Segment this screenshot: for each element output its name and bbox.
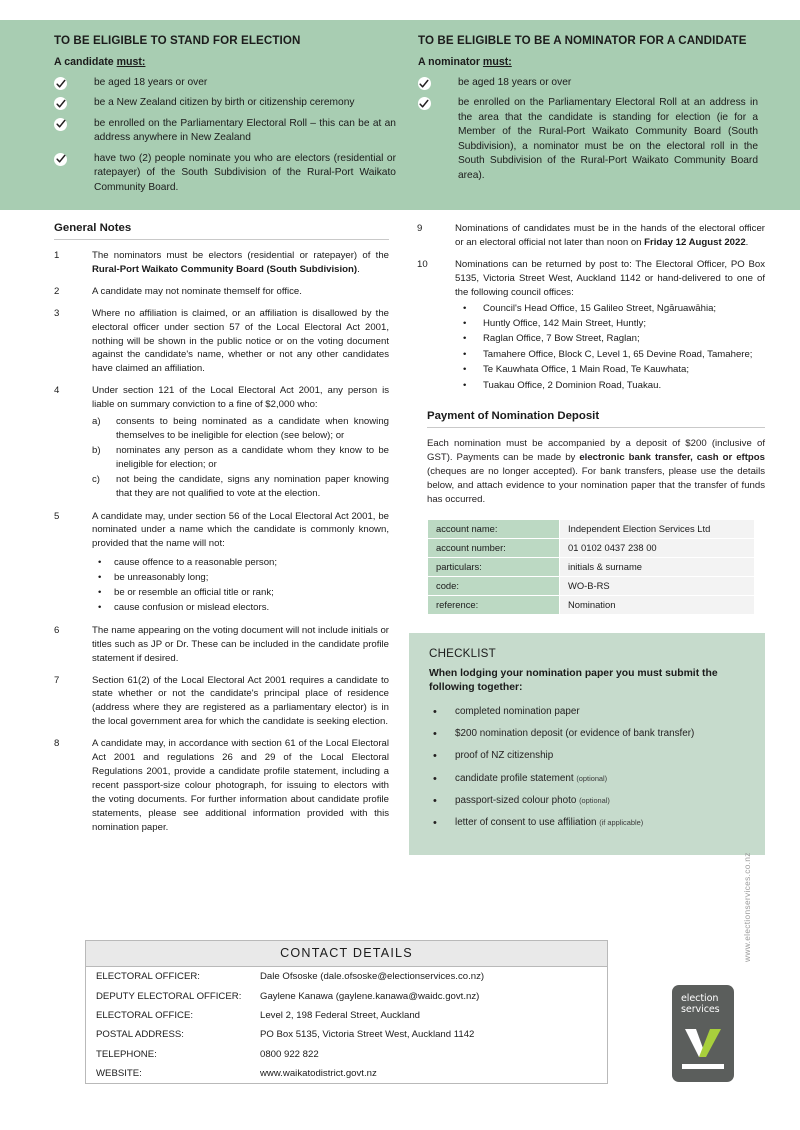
contact-label: TELEPHONE: <box>96 1048 157 1060</box>
list-item <box>455 332 765 346</box>
note-text-lead: Nominations can be returned by post to: The Electoral Officer, PO Box 5135, Victoria Street West, Auckland 1142 or hand-delivered to one of the following council offices: <box>455 258 765 298</box>
table-row <box>428 595 755 614</box>
bullet-icon: • <box>98 572 102 584</box>
bank-field-label: particulars: <box>428 557 560 576</box>
bullet-icon: • <box>98 601 102 613</box>
payment-section <box>417 410 765 615</box>
note-2 <box>54 285 389 299</box>
vertical-website-url: www.electionservices.co.nz <box>742 852 752 962</box>
list-item <box>455 379 765 393</box>
list-item-text: be aged 18 years or over <box>457 77 572 88</box>
note-5 <box>54 510 389 616</box>
payment-text-c: (cheques are no longer accepted). For bank transfers, please use the details below, and attach evidence to your nomination paper that the transfer of funds has occurred. <box>427 465 765 505</box>
note-number: 8 <box>54 738 60 750</box>
contact-value: Gaylene Kanawa (gaylene.kanawa@waidc.govt.nz) <box>260 990 480 1002</box>
checklist-item-text <box>455 728 747 741</box>
note-number: 6 <box>54 624 60 636</box>
list-item <box>418 96 758 183</box>
nominator-subtitle-must: must: <box>482 56 512 68</box>
bullet-icon: • <box>433 750 437 763</box>
checklist-item-text <box>455 706 747 719</box>
bullet-icon: • <box>463 364 467 376</box>
payment-paragraph <box>417 437 765 507</box>
bank-field-label: account number: <box>428 538 560 557</box>
payment-methods-bold: electronic bank transfer, cash or eftpos <box>579 451 765 463</box>
note-6 <box>54 624 389 666</box>
contact-label: DEPUTY ELECTORAL OFFICER: <box>96 990 242 1002</box>
bank-field-value: Independent Election Services Ltd <box>560 519 755 538</box>
eligibility-band <box>0 20 800 210</box>
checklist-box <box>409 633 765 856</box>
note-8 <box>54 737 389 834</box>
candidate-eligibility-column <box>54 34 396 210</box>
checklist-item-text <box>455 773 747 786</box>
table-row <box>86 1006 607 1025</box>
check-icon <box>54 77 67 90</box>
deadline-date: Friday 12 August 2022 <box>644 236 746 248</box>
note-text-a: The nominators must be electors (residential or ratepayer) of the <box>92 250 389 261</box>
list-item <box>54 96 396 110</box>
list-item <box>429 773 747 786</box>
bank-field-label: code: <box>428 576 560 595</box>
check-icon <box>54 97 67 110</box>
section-divider <box>427 427 765 428</box>
checklist-item-label: completed nomination paper <box>455 706 580 718</box>
list-item <box>54 152 396 195</box>
note-1 <box>54 249 389 277</box>
sub-text: cause offence to a reasonable person; <box>114 557 278 569</box>
table-row <box>86 967 607 986</box>
checklist-item-text <box>455 795 747 808</box>
contact-label: ELECTORAL OFFICE: <box>96 1009 194 1021</box>
table-row <box>86 1025 607 1044</box>
checklist-item-label: letter of consent to use affiliation <box>455 816 600 828</box>
sub-text: cause confusion or mislead electors. <box>114 601 270 613</box>
note-text <box>92 249 389 277</box>
contact-details-heading: CONTACT DETAILS <box>86 941 607 967</box>
table-row <box>86 986 607 1005</box>
list-item <box>455 363 765 377</box>
checklist-item-text <box>455 750 747 763</box>
logo-line-1: election <box>681 993 719 1004</box>
note-number: 5 <box>54 510 60 522</box>
list-item <box>92 556 389 570</box>
check-icon <box>418 97 431 110</box>
note-text-a: Nominations of candidates must be in the hands of the electoral officer or an electoral official not later than noon on <box>455 223 765 248</box>
candidate-eligibility-list <box>54 76 396 195</box>
nominator-eligibility-list <box>418 76 758 183</box>
sub-marker: c) <box>92 473 100 485</box>
sub-text: be or resemble an official title or rank; <box>114 587 274 599</box>
list-item <box>92 571 389 585</box>
table-row <box>86 1045 607 1064</box>
candidate-eligibility-title: TO BE ELIGIBLE TO STAND FOR ELECTION <box>54 34 301 47</box>
contact-label: WEBSITE: <box>96 1068 142 1080</box>
note-number: 1 <box>54 250 60 261</box>
note-text: A candidate may, in accordance with section 61 of the Local Electoral Act 2001 and regulations 26 and 29 of the Local Electoral Regulations 2001, provide a candidate profile statement, including a recent passport-size colour photograph, for issuing to electors with the voting documents. For further information about candidate profile statements, please see additional information provided with this nomination paper. <box>92 738 389 833</box>
list-item <box>429 706 747 719</box>
logo-line-2: services <box>681 1003 720 1015</box>
nominator-subtitle-prefix: A nominator <box>417 56 483 68</box>
office-address: Tamahere Office, Block C, Level 1, 65 Devine Road, Tamahere; <box>483 348 753 360</box>
candidate-subtitle-must: must: <box>116 56 146 68</box>
checklist-item-text <box>455 817 747 830</box>
note-text <box>92 384 389 501</box>
bank-field-label: reference: <box>428 595 560 614</box>
note-number: 2 <box>54 285 60 297</box>
election-services-logo <box>672 985 734 1082</box>
bullet-icon: • <box>98 557 102 569</box>
list-item <box>455 302 765 316</box>
checklist-item-label: passport-sized colour photo <box>455 794 580 806</box>
note-number: 9 <box>417 223 423 234</box>
nominator-eligibility-subtitle <box>418 56 758 68</box>
payment-text-a: Each nomination must be accompanied by a deposit of $200 (inclusive of GST). Payments can be made by <box>427 437 765 463</box>
bullet-icon: • <box>433 794 437 807</box>
council-office-list <box>455 302 765 393</box>
sub-text: nominates any person as a candidate whom they know to be ineligible for election; or <box>116 444 389 470</box>
office-address: Raglan Office, 7 Bow Street, Raglan; <box>483 333 640 345</box>
contact-value: 0800 922 822 <box>260 1048 319 1060</box>
note-text <box>92 510 389 616</box>
checklist-item-note: (if applicable) <box>599 817 644 827</box>
note-text-lead: Under section 121 of the Local Electoral Act 2001, any person is liable on summary conviction to a fine of $2,000 who: <box>92 385 389 411</box>
note-text-c: . <box>745 236 749 248</box>
office-address: Huntly Office, 142 Main Street, Huntly; <box>483 317 646 329</box>
list-item <box>92 586 389 600</box>
list-item <box>92 444 389 472</box>
table-row <box>86 1064 607 1083</box>
note-7 <box>54 674 389 730</box>
note-text: Section 61(2) of the Local Electoral Act 2001 requires a candidate to state whether or not the candidate's principal place of residence (address where they are registered as a parliamentary elector) is in the local government area for which the candidate is seeking election. <box>92 674 389 728</box>
note-text-bold: Rural-Port Waikato Community Board (South Subdivision) <box>92 263 358 275</box>
bullet-icon: • <box>463 348 467 360</box>
note-text: The name appearing on the voting document will not include initials or titles such as JP or Dr. These can be included in the candidate profile statement if desired. <box>92 624 389 664</box>
note-text-lead: A candidate may, under section 56 of the Local Electoral Act 2001, be nominated under a name which the candidate is commonly known, provided that the name will not: <box>92 510 389 550</box>
general-notes-column <box>54 222 389 855</box>
note-5-bullets <box>92 556 389 615</box>
checklist-item-note: (optional) <box>579 795 610 805</box>
table-row <box>428 557 755 576</box>
office-address: Council's Head Office, 15 Galileo Street, Ngāruawāhia; <box>483 302 717 314</box>
bullet-icon: • <box>433 772 437 785</box>
contact-details-table <box>86 967 607 1083</box>
contact-value: Dale Ofsoske (dale.ofsoske@electionservices.co.nz) <box>260 971 485 983</box>
list-item <box>418 76 758 90</box>
bullet-icon: • <box>433 816 437 829</box>
office-address: Tuakau Office, 2 Dominion Road, Tuakau. <box>483 379 662 391</box>
checklist-items <box>429 706 747 830</box>
list-item <box>54 76 396 90</box>
list-item <box>92 601 389 615</box>
note-text <box>455 258 765 394</box>
bullet-icon: • <box>463 317 467 329</box>
note-text <box>455 222 765 250</box>
bullet-icon: • <box>433 706 437 719</box>
bullet-icon: • <box>463 333 467 345</box>
section-divider <box>54 239 389 240</box>
contact-label: POSTAL ADDRESS: <box>96 1029 184 1041</box>
note-4 <box>54 384 389 501</box>
sub-text: not being the candidate, signs any nomination paper knowing that they are not qualified to vote at the election. <box>116 473 389 499</box>
bullet-icon: • <box>433 728 437 741</box>
checklist-item-label: $200 nomination deposit (or evidence of bank transfer) <box>455 728 695 740</box>
logo-underline-bar <box>682 1064 724 1069</box>
note-9 <box>417 222 765 250</box>
office-address: Te Kauwhata Office, 1 Main Road, Te Kauwhata; <box>483 364 690 376</box>
check-icon <box>54 153 67 166</box>
note-10 <box>417 258 765 394</box>
note-number: 10 <box>417 258 428 270</box>
nominations-payment-column <box>417 222 765 855</box>
bank-details-table <box>427 519 755 615</box>
note-3 <box>54 307 389 377</box>
note-4-sublist <box>92 415 389 500</box>
note-number: 3 <box>54 307 60 319</box>
check-icon <box>54 118 67 131</box>
list-item-text: be aged 18 years or over <box>94 77 208 88</box>
checklist-item-label: proof of NZ citizenship <box>455 750 554 762</box>
list-item <box>429 728 747 741</box>
bullet-icon: • <box>463 379 467 391</box>
contact-details-box <box>85 940 608 1084</box>
list-item <box>455 317 765 331</box>
document-body <box>0 222 800 855</box>
bank-field-value: WO-B-RS <box>560 576 755 595</box>
bank-field-value: initials & surname <box>560 557 755 576</box>
bank-field-value: Nomination <box>560 595 755 614</box>
table-row <box>428 576 755 595</box>
general-notes-heading: General Notes <box>54 222 132 234</box>
list-item <box>429 817 747 830</box>
note-number: 4 <box>54 385 60 397</box>
contact-label: ELECTORAL OFFICER: <box>96 971 200 983</box>
list-item <box>92 473 389 501</box>
list-item-text: be a New Zealand citizen by birth or citizenship ceremony <box>94 97 355 109</box>
candidate-eligibility-subtitle <box>54 56 396 68</box>
checklist-item-label: candidate profile statement <box>455 772 577 784</box>
list-item-text: be enrolled on the Parliamentary Electoral Roll at an address in the area that the candidate is standing for election (ie for a Member of the Rural-Port Waikato Community Board (South Subdivision), a nominator must be on the electoral roll in the South Subdivision of the Rural-Port Waikato Community Board area). <box>457 97 758 181</box>
checkmark-v-icon <box>685 1029 721 1057</box>
checklist-title: CHECKLIST <box>429 646 496 660</box>
list-item-text: be enrolled on the Parliamentary Electoral Roll – this can be at an address anywhere in New Zealand <box>94 117 396 144</box>
nominator-eligibility-column <box>418 34 758 210</box>
note-text: A candidate may not nominate themself for office. <box>92 285 302 297</box>
list-item <box>92 415 389 443</box>
checklist-item-note: (optional) <box>576 773 608 783</box>
note-text-c: . <box>357 263 360 275</box>
contact-value: PO Box 5135, Victoria Street West, Auckland 1142 <box>260 1029 475 1041</box>
list-item-text: have two (2) people nominate you who are electors (residential or ratepayer) of the South Subdivision of the Rural-Port Waikato Community Board. <box>94 152 396 193</box>
nominator-eligibility-title: TO BE ELIGIBLE TO BE A NOMINATOR FOR A CANDIDATE <box>417 34 747 47</box>
candidate-subtitle-prefix: A candidate <box>54 56 117 68</box>
sub-marker: a) <box>92 416 101 428</box>
list-item <box>429 750 747 763</box>
checklist-lead: When lodging your nomination paper you must submit the following together: <box>429 667 718 694</box>
bank-field-label: account name: <box>428 519 560 538</box>
bank-field-value: 01 0102 0437 238 00 <box>560 538 755 557</box>
sub-text: consents to being nominated as a candidate when knowing themselves to be ineligible for election (see below); or <box>116 416 389 441</box>
bullet-icon: • <box>98 587 102 599</box>
list-item <box>455 348 765 362</box>
check-icon <box>418 77 431 90</box>
note-text: Where no affiliation is claimed, or an affiliation is disallowed by the electoral officer under section 57 of the Local Electoral Act 2001, nothing will be shown in the public notice or on the voting document against the candidate's name, whether or not any other candidates have claimed an affiliation. <box>92 307 389 375</box>
bullet-icon: • <box>463 302 467 314</box>
table-row <box>428 538 755 557</box>
contact-value: www.waikatodistrict.govt.nz <box>260 1068 377 1080</box>
sub-text: be unreasonably long; <box>114 572 209 584</box>
table-row <box>428 519 755 538</box>
payment-heading: Payment of Nomination Deposit <box>427 409 600 422</box>
note-number: 7 <box>54 674 60 686</box>
contact-value: Level 2, 198 Federal Street, Auckland <box>260 1009 420 1021</box>
sub-marker: b) <box>92 444 101 456</box>
list-item <box>54 117 396 146</box>
list-item <box>429 795 747 808</box>
